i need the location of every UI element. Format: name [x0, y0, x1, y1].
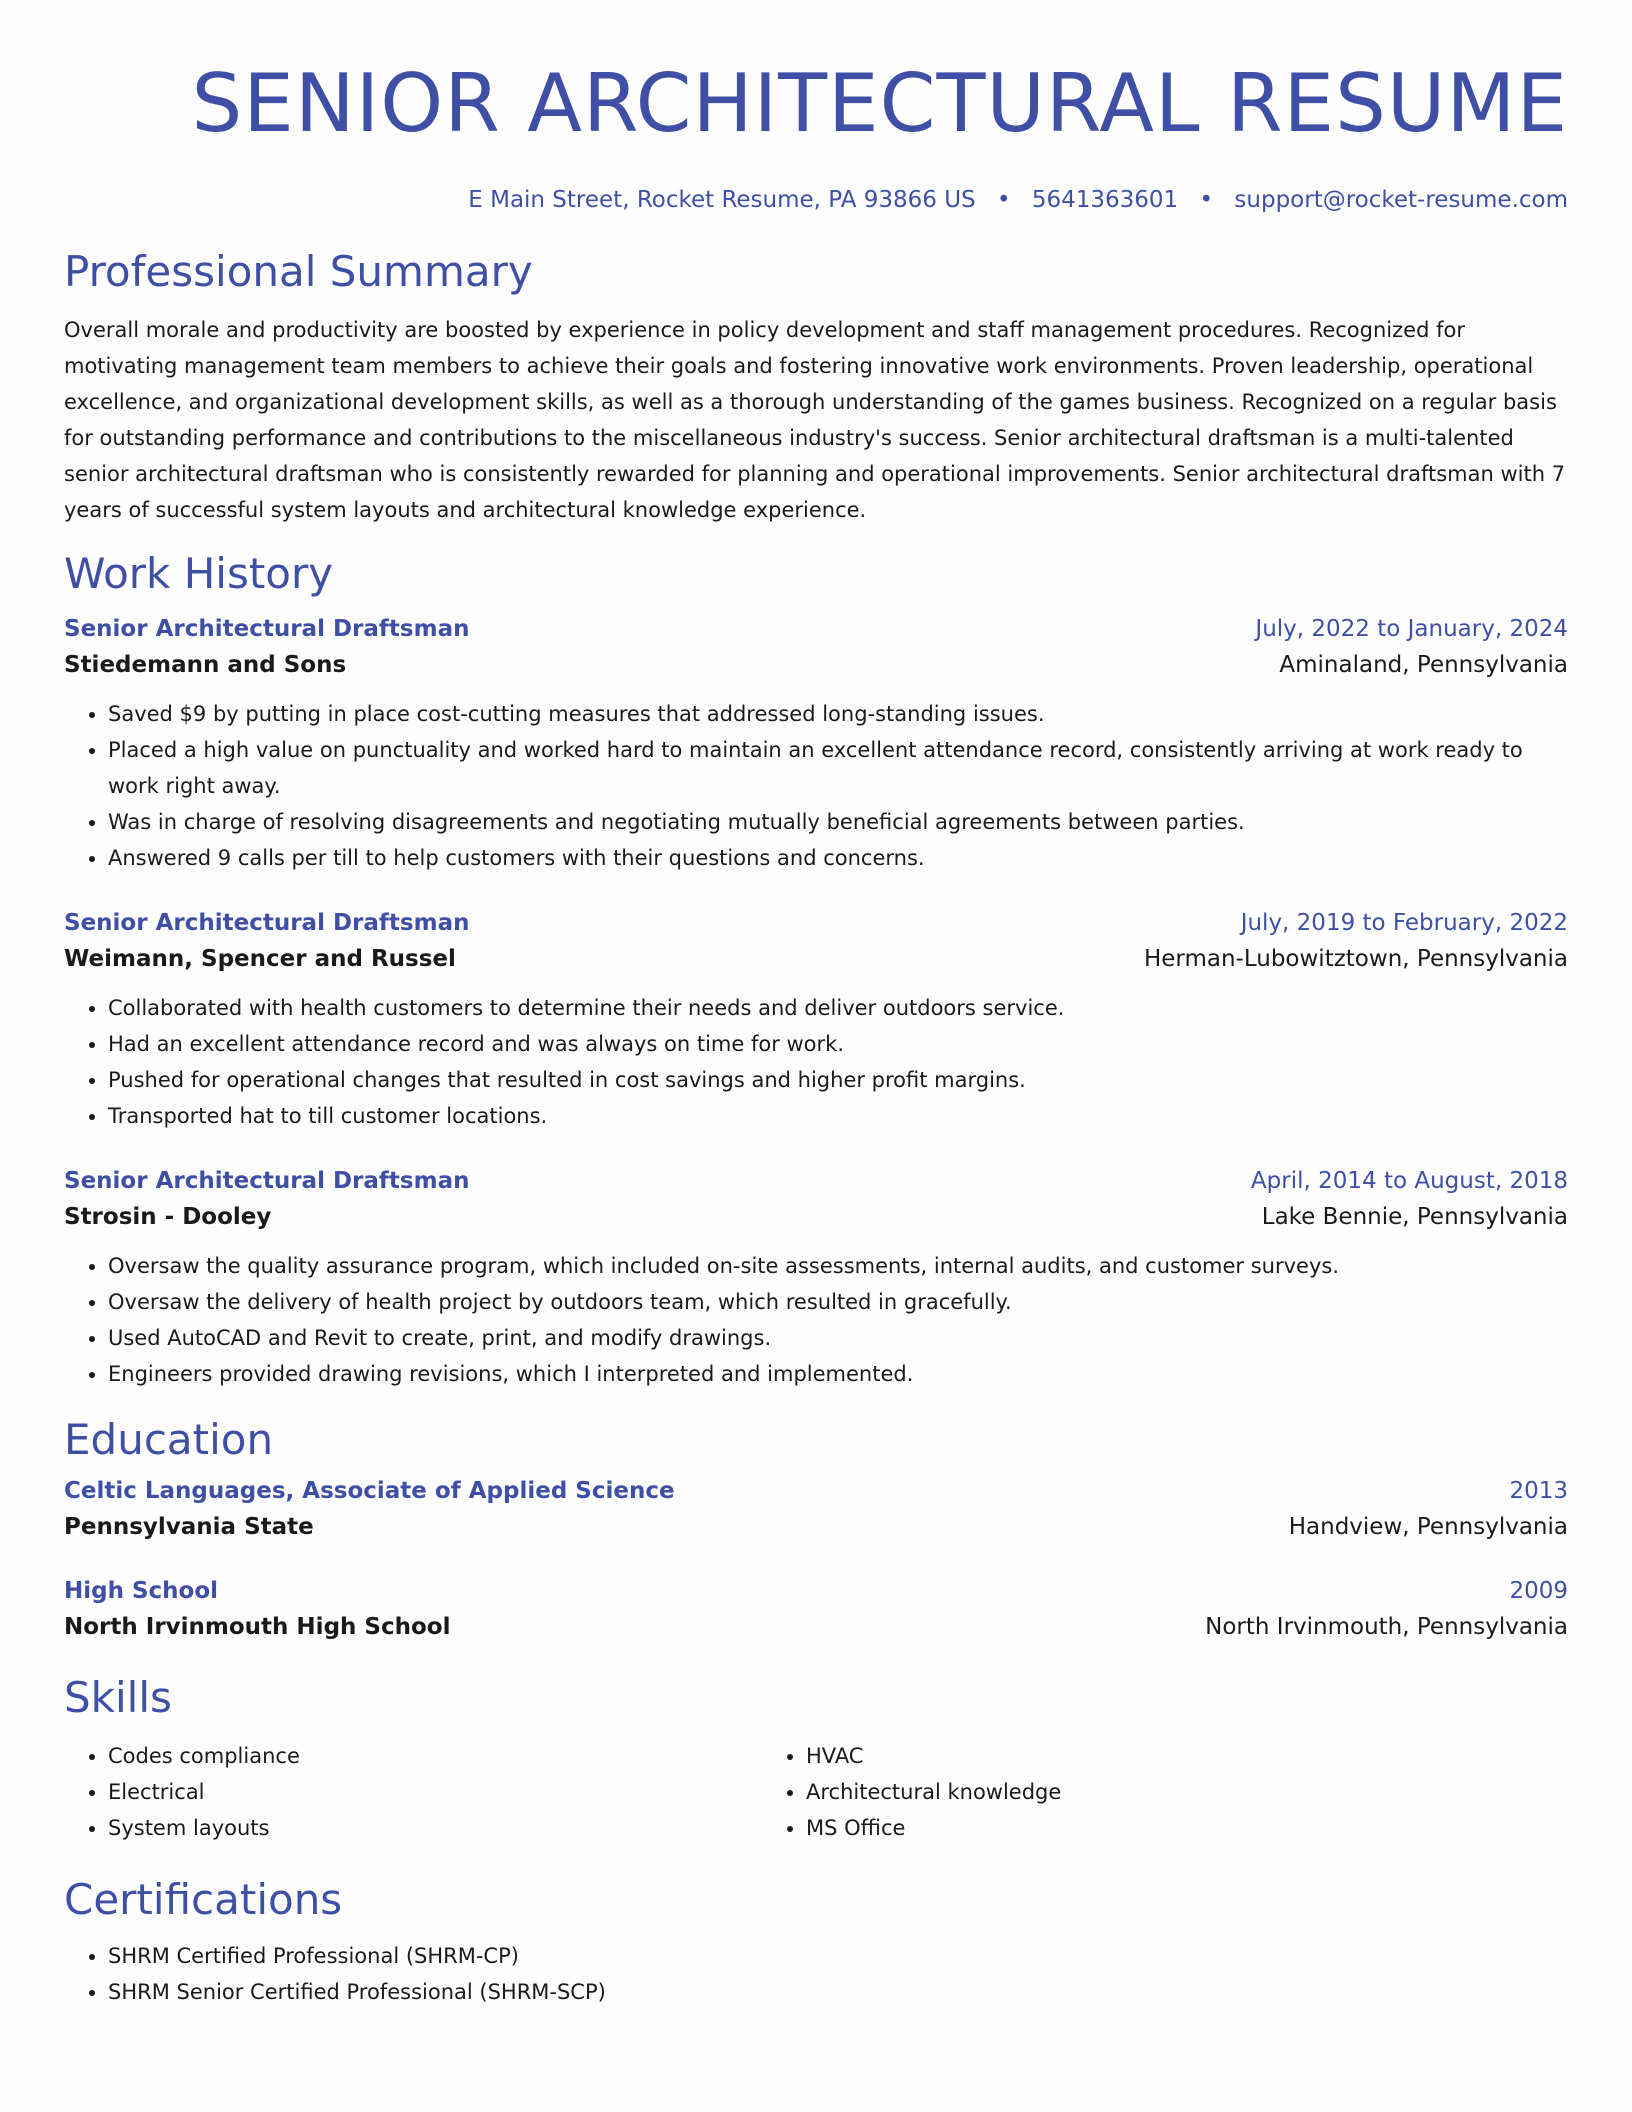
- summary-section: [64, 246, 1568, 528]
- certification-item: • SHRM Senior Certified Professional (SHRM-SCP): [108, 1974, 1568, 2010]
- section-title-work-history: Work History: [64, 549, 334, 598]
- resume-header: [64, 0, 1568, 216]
- job-bullet: • Had an excellent attendance record and was always on time for work.: [108, 1026, 1568, 1062]
- contact-line: [64, 184, 1568, 216]
- skill-item: • MS Office: [806, 1810, 1460, 1846]
- education-school: Pennsylvania State: [64, 1514, 314, 1540]
- job-title: Senior Architectural Draftsman: [64, 616, 470, 642]
- skills-section: [64, 1672, 1568, 1846]
- section-title-certifications: Certifications: [64, 1875, 343, 1924]
- section-title-education: Education: [64, 1415, 274, 1464]
- skill-item: • Architectural knowledge: [806, 1774, 1460, 1810]
- education-year: 2009: [1509, 1578, 1568, 1604]
- skill-item: • HVAC: [806, 1738, 1460, 1774]
- education-school: North Irvinmouth High School: [64, 1614, 451, 1640]
- job-bullets: [64, 696, 1568, 876]
- job-dates: April, 2014 to August, 2018: [1250, 1168, 1568, 1194]
- education-location: North Irvinmouth, Pennsylvania: [1205, 1614, 1568, 1640]
- summary-text: Overall morale and productivity are boosted by experience in policy development and staff management procedures. Recognized for motivating management team members to achieve their goals and fostering innovative work environments. Proven leadership, operational excellence, and organizational development skills, as well as a thorough understanding of the games business. Recognized on a regular basis for outstanding performance and contributions to the miscellaneous industry's success. Senior architectural draftsman is a multi-talented senior architectural draftsman who is consistently rewarded for planning and operational improvements. Senior architectural draftsman with 7 years of successful system layouts and architectural knowledge experience.: [64, 318, 1566, 522]
- job-company: Strosin - Dooley: [64, 1204, 272, 1230]
- section-title-summary: Professional Summary: [64, 247, 533, 296]
- job-entry: [64, 1164, 1568, 1392]
- education-section: [64, 1414, 1568, 1646]
- certifications-section: [64, 1874, 1568, 2010]
- job-bullet: • Transported hat to till customer locations.: [108, 1098, 1568, 1134]
- job-bullets: [64, 990, 1568, 1134]
- skill-item: • Codes compliance: [108, 1738, 762, 1774]
- job-location: Herman-Lubowitztown, Pennsylvania: [1143, 946, 1568, 972]
- contact-separator: •: [1199, 187, 1214, 213]
- job-dates: July, 2022 to January, 2024: [1255, 616, 1568, 642]
- job-bullet: • Collaborated with health customers to determine their needs and deliver outdoors service.: [108, 990, 1568, 1026]
- job-location: Lake Bennie, Pennsylvania: [1261, 1204, 1568, 1230]
- education-year: 2013: [1509, 1478, 1568, 1504]
- job-entry: [64, 906, 1568, 1134]
- education-entry: [64, 1574, 1568, 1646]
- job-bullet: • Oversaw the quality assurance program, which included on-site assessments, internal audits, and customer surveys.: [108, 1248, 1568, 1284]
- education-entry: [64, 1474, 1568, 1546]
- job-entry: [64, 612, 1568, 876]
- contact-email[interactable]: support@rocket-resume.com: [1234, 187, 1568, 213]
- education-location: Handview, Pennsylvania: [1288, 1514, 1568, 1540]
- contact-address: E Main Street, Rocket Resume, PA 93866 US: [468, 187, 976, 213]
- job-bullet: • Answered 9 calls per till to help customers with their questions and concerns.: [108, 840, 1568, 876]
- job-dates: July, 2019 to February, 2022: [1240, 910, 1568, 936]
- job-company: Stiedemann and Sons: [64, 652, 347, 678]
- job-title: Senior Architectural Draftsman: [64, 1168, 470, 1194]
- skills-columns: [64, 1738, 1568, 1846]
- work-history-section: [64, 548, 1568, 1392]
- section-title-skills: Skills: [64, 1673, 172, 1722]
- job-bullet: • Pushed for operational changes that resulted in cost savings and higher profit margins.: [108, 1062, 1568, 1098]
- job-bullet: • Oversaw the delivery of health project by outdoors team, which resulted in gracefully.: [108, 1284, 1568, 1320]
- contact-separator: •: [996, 187, 1011, 213]
- resume-title: SENIOR ARCHITECTURAL RESUME: [191, 57, 1568, 150]
- job-bullet: • Was in charge of resolving disagreements and negotiating mutually beneficial agreements between parties.: [108, 804, 1568, 840]
- job-company: Weimann, Spencer and Russel: [64, 946, 456, 972]
- job-bullet: • Saved $9 by putting in place cost-cutting measures that addressed long-standing issues.: [108, 696, 1568, 732]
- certification-item: • SHRM Certified Professional (SHRM-CP): [108, 1938, 1568, 1974]
- job-bullet: • Used AutoCAD and Revit to create, print, and modify drawings.: [108, 1320, 1568, 1356]
- certifications-list: [64, 1938, 1568, 2010]
- contact-phone: 5641363601: [1031, 187, 1179, 213]
- skill-item: • Electrical: [108, 1774, 762, 1810]
- skills-list-right: [762, 1738, 1460, 1846]
- job-bullets: [64, 1248, 1568, 1392]
- skill-item: • System layouts: [108, 1810, 762, 1846]
- education-degree: High School: [64, 1578, 219, 1604]
- education-degree: Celtic Languages, Associate of Applied Science: [64, 1478, 675, 1504]
- skills-list-left: [64, 1738, 762, 1846]
- job-location: Aminaland, Pennsylvania: [1279, 652, 1568, 678]
- job-bullet: • Placed a high value on punctuality and worked hard to maintain an excellent attendance record, consistently arriving at work ready to work right away.: [108, 732, 1568, 804]
- job-bullet: • Engineers provided drawing revisions, which I interpreted and implemented.: [108, 1356, 1568, 1392]
- job-title: Senior Architectural Draftsman: [64, 910, 470, 936]
